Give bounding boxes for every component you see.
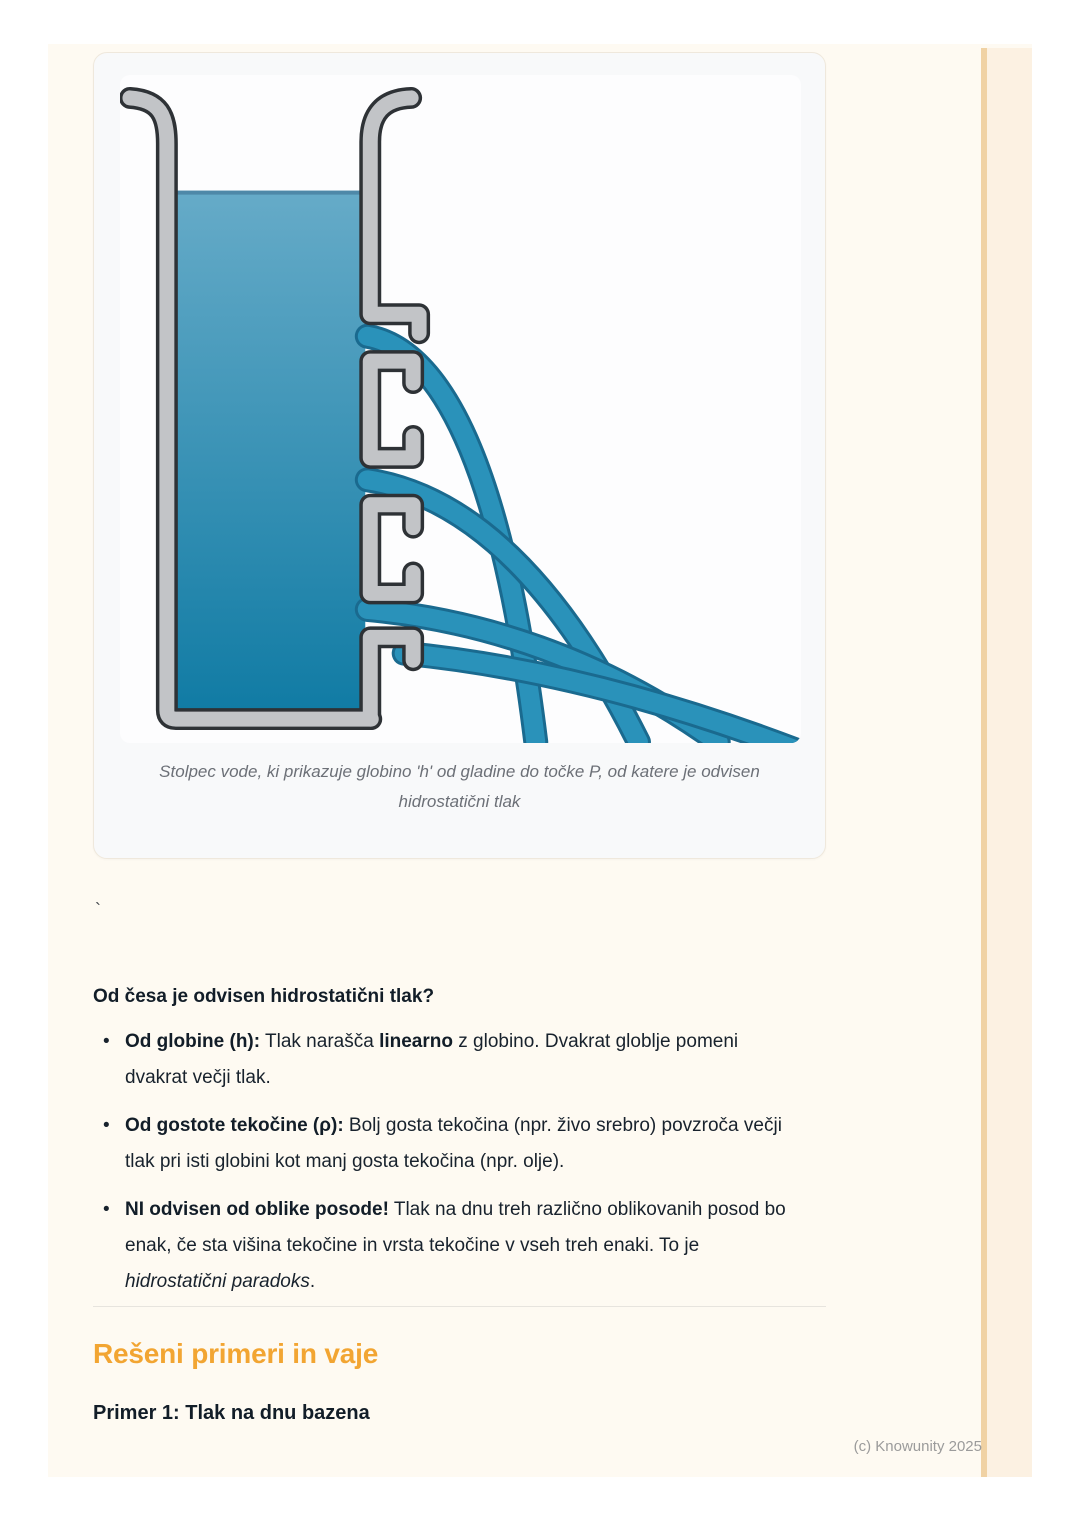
water-body (176, 191, 365, 714)
bullet3-lead: NI odvisen od oblike posode! (125, 1199, 389, 1220)
copyright-watermark: (c) Knowunity 2025 (853, 1438, 982, 1455)
bullet3-tail: . (309, 1271, 316, 1292)
bullet3-italic-term: hidrostatični paradoks (125, 1271, 310, 1292)
list-item-shape (93, 1192, 803, 1300)
section-divider (93, 1306, 826, 1307)
bullet2-lead: Od gostote tekočine (ρ): (125, 1115, 344, 1136)
document-page (48, 44, 1032, 1477)
list-item-depth (93, 1024, 803, 1096)
section-heading-examples: Rešeni primeri in vaje (93, 1338, 379, 1369)
stream-1 (367, 336, 536, 742)
water-column-illustration (120, 75, 801, 743)
bullet1-text-a: Tlak narašča (260, 1031, 380, 1052)
subheading-primer-1: Primer 1: Tlak na dnu bazena (93, 1402, 370, 1424)
water-streams (367, 336, 796, 743)
list-item-density (93, 1108, 803, 1180)
stray-backtick: ` (95, 900, 101, 920)
figure-card (93, 52, 826, 859)
figure-panel (120, 75, 801, 743)
bullet1-emphasis: linearno (379, 1031, 453, 1052)
bullet3-text: Tlak na dnu treh različno oblikovanih posod bo enak, če sta višina tekočine in vrsta tekočine v vseh treh enaki. To je (125, 1199, 786, 1256)
bullet1-lead: Od globine (h): (125, 1031, 261, 1052)
figure-caption: Stolpec vode, ki prikazuje globino 'h' od gladine do točke P, od katere je odvisen hidrostatični tlak (159, 762, 760, 811)
bullet2-text: Bolj gosta tekočina (npr. živo srebro) povzroča večji tlak pri isti globini kot manj gosta tekočina (npr. olje). (125, 1115, 782, 1172)
hydrostatic-bullet-list (93, 1024, 803, 1312)
page-right-accent-stripe (981, 48, 1032, 1477)
section-heading-hydrostatic: Od česa je odvisen hidrostatični tlak? (93, 986, 435, 1007)
bullet1-text-b: z globino. Dvakrat globlje pomeni dvakrat večji tlak. (125, 1031, 739, 1088)
